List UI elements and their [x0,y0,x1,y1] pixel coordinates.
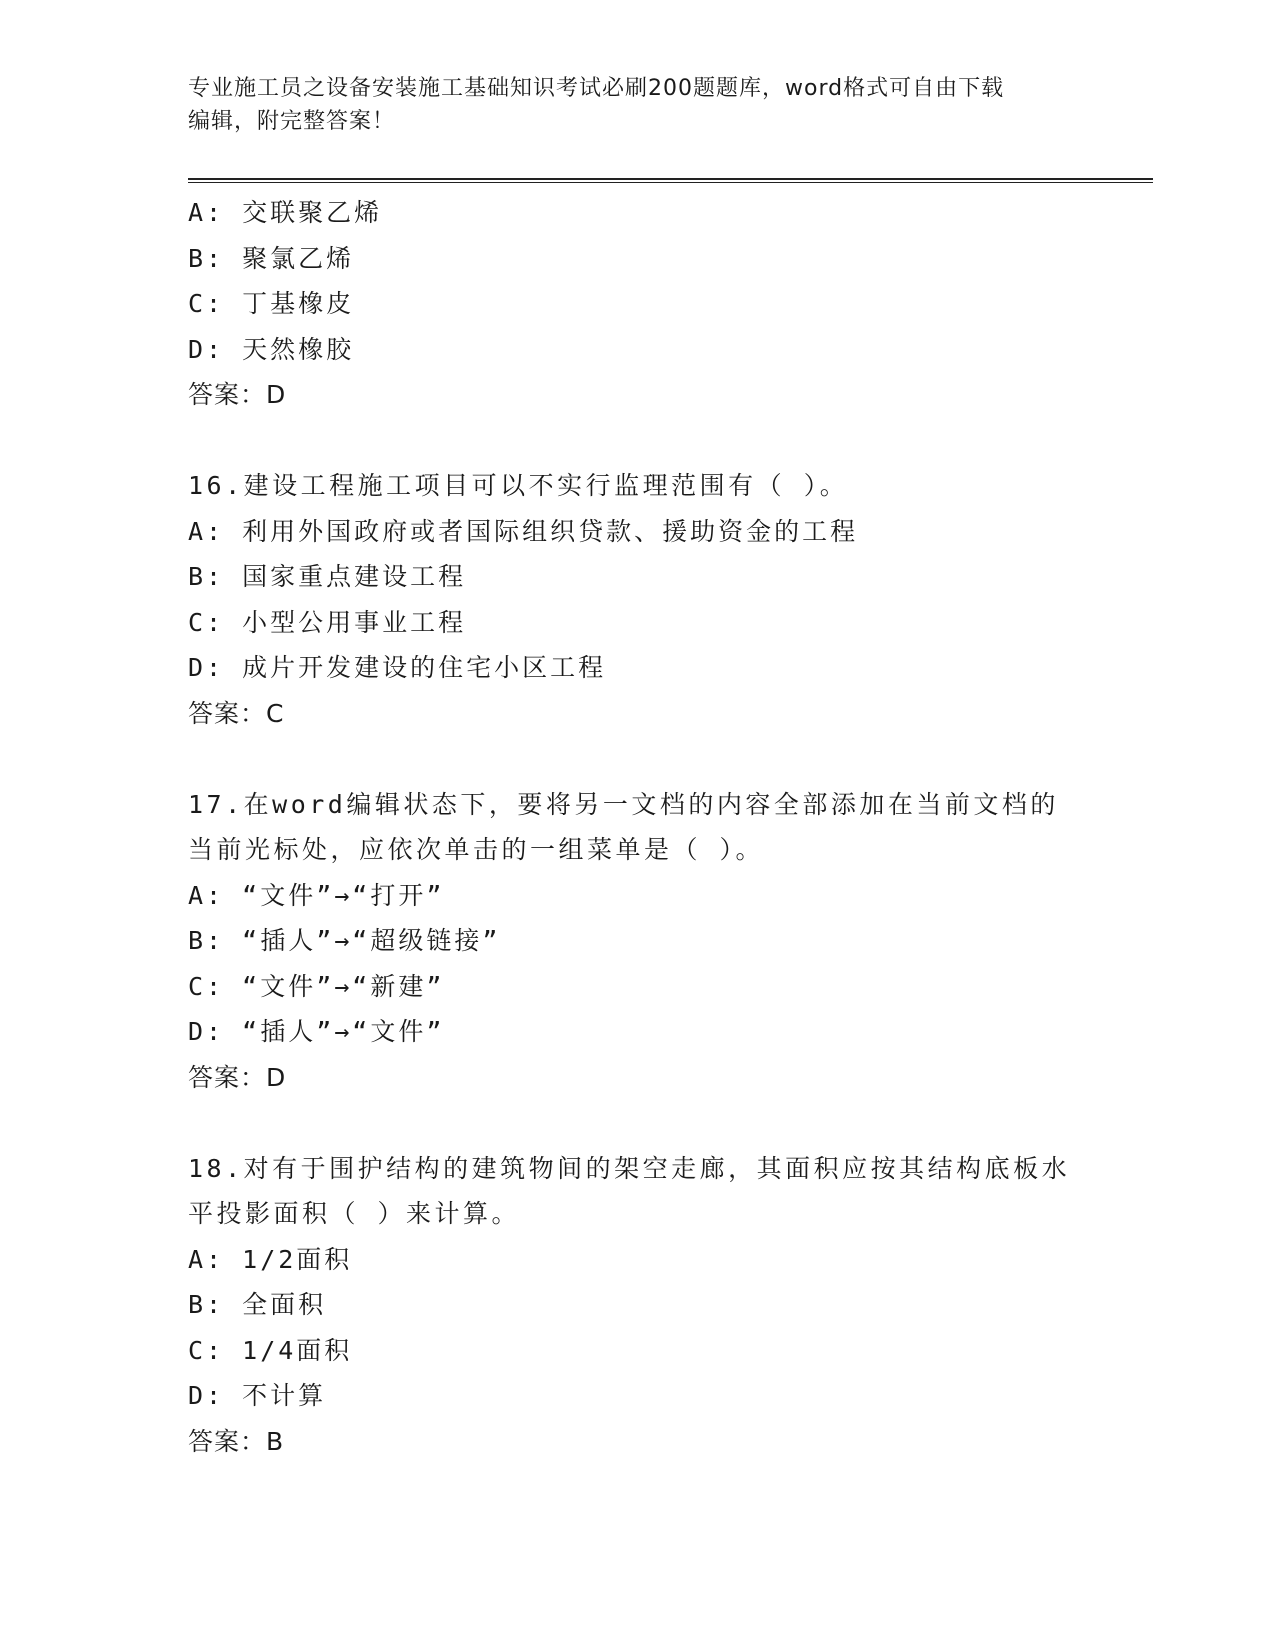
header-title-line-1: 专业施工员之设备安装施工基础知识考试必刷200题题库，word格式可自由下载 [188,76,1005,101]
option-c: C: 丁基橡皮 [188,289,355,318]
option-b: B: “插人”→“超级链接” [188,926,501,955]
question-17 [188,782,1088,1101]
answer-line: 答案：B [188,1426,285,1456]
option-b: B: 全面积 [188,1290,327,1319]
option-d: D: “插人”→“文件” [188,1017,445,1046]
question-stem: 16.建设工程施工项目可以不实行监理范围有（ ）。 [188,471,849,500]
question-list [188,190,1088,1464]
option-d: D: 不计算 [188,1381,327,1410]
answer-line: 答案：D [188,380,287,409]
question-16 [188,463,1088,736]
option-b: B: 聚氯乙烯 [188,243,355,273]
document-header [188,72,1068,138]
option-a: A: “文件”→“打开” [188,880,445,910]
option-a: A: 1/2面积 [188,1244,353,1274]
question-stem-line-1: 18.对有于围护结构的建筑物间的架空走廊，其面积应按其结构底板水 [188,1153,1071,1183]
header-divider [188,178,1153,183]
header-title-line-2: 编辑，附完整答案！ [188,109,396,134]
option-c: C: 小型公用事业工程 [188,607,467,637]
option-b: B: 国家重点建设工程 [188,562,467,591]
question-stem-line-2: 平投影面积（ ）来计算。 [188,1199,521,1228]
option-c: C: “文件”→“新建” [188,971,445,1001]
question-stem-line-2: 当前光标处，应依次单击的一组菜单是（ ）。 [188,835,765,864]
option-a: A: 利用外国政府或者国际组织贷款、援助资金的工程 [188,516,859,546]
option-d: D: 成片开发建设的住宅小区工程 [188,653,607,682]
question-15 [188,190,1088,418]
option-c: C: 1/4面积 [188,1335,353,1365]
option-a: A: 交联聚乙烯 [188,198,383,227]
answer-line: 答案：C [188,698,285,728]
answer-line: 答案：D [188,1062,287,1092]
question-stem-line-1: 17.在word编辑状态下，要将另一文档的内容全部添加在当前文档的 [188,789,1059,819]
question-18 [188,1146,1088,1465]
option-d: D: 天然橡胶 [188,334,355,364]
